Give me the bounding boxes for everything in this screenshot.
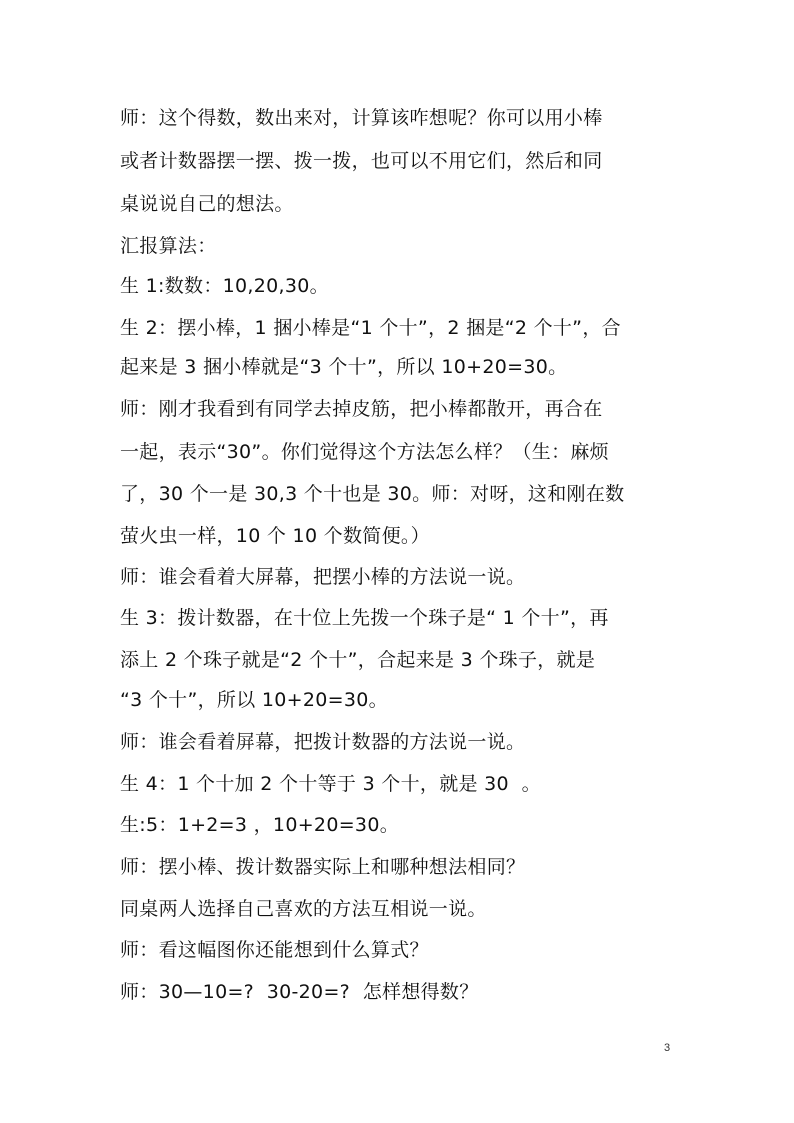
text-line: 汇报算法： bbox=[120, 235, 217, 257]
text-line: 生 3：拨计数器，在十位上先拨一个珠子是“ 1 个十”，再 bbox=[120, 607, 609, 629]
text-line: 桌说说自己的想法。 bbox=[120, 193, 294, 215]
text-line: 生 4：1 个十加 2 个十等于 3 个十，就是 30 。 bbox=[120, 773, 541, 795]
text-line: 生 1:数数：10,20,30。 bbox=[120, 275, 329, 297]
page-number: 3 bbox=[664, 1042, 671, 1054]
text-line: 师：谁会看着大屏幕，把摆小棒的方法说一说。 bbox=[120, 566, 526, 588]
text-line: “3 个十”，所以 10+20=30。 bbox=[120, 689, 388, 711]
text-line: 生:5：1+2=3 ，10+20=30。 bbox=[120, 814, 400, 836]
text-line: 或者计数器摆一摆、拨一拨，也可以不用它们，然后和同 bbox=[120, 150, 603, 172]
text-line: 萤火虫一样，10 个 10 个数简便。） bbox=[120, 525, 430, 547]
text-line: 师：谁会看着屏幕，把拨计数器的方法说一说。 bbox=[120, 731, 526, 753]
text-line: 一起，表示“30”。你们觉得这个方法怎么样？（生：麻烦 bbox=[120, 441, 609, 463]
text-line: 师：看这幅图你还能想到什么算式？ bbox=[120, 939, 429, 961]
text-line: 师：30—10=? 30-20=? 怎样想得数？ bbox=[120, 981, 479, 1003]
text-line: 同桌两人选择自己喜欢的方法互相说一说。 bbox=[120, 898, 487, 920]
text-line: 起来是 3 捆小棒就是“3 个十”，所以 10+20=30。 bbox=[120, 356, 568, 378]
text-line: 生 2：摆小棒，1 捆小棒是“1 个十”，2 捆是“2 个十”，合 bbox=[120, 317, 621, 339]
text-line: 师：摆小棒、拨计数器实际上和哪种想法相同？ bbox=[120, 856, 526, 878]
text-line: 添上 2 个珠子就是“2 个十”，合起来是 3 个珠子，就是 bbox=[120, 649, 596, 671]
text-line: 了，30 个一是 30,3 个十也是 30。师：对呀，这和刚在数 bbox=[120, 483, 625, 505]
text-line: 师：刚才我看到有同学去掉皮筋，把小棒都散开，再合在 bbox=[120, 398, 603, 420]
text-line: 师：这个得数，数出来对，计算该咋想呢？你可以用小棒 bbox=[120, 107, 603, 129]
